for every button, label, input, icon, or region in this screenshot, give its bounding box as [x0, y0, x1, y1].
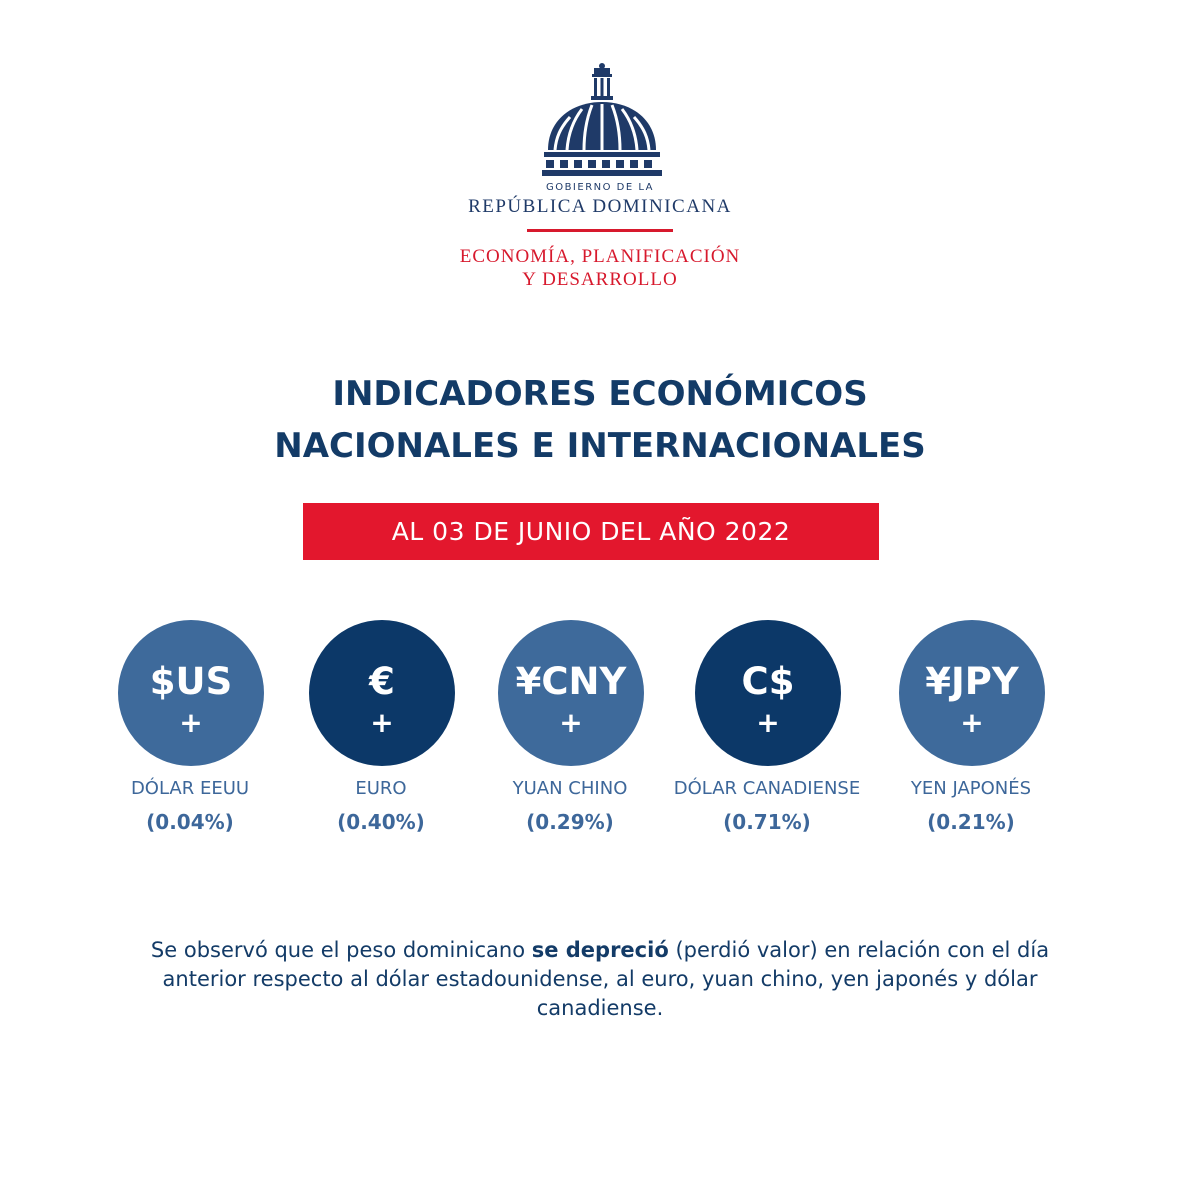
currency-name: DÓLAR CANADIENSE — [673, 778, 861, 799]
plus-icon: + — [179, 706, 203, 739]
currency-badge — [309, 620, 455, 766]
summary-note — [150, 936, 1050, 1023]
government-label: GOBIERNO DE LA — [545, 182, 655, 193]
note-text-after: (perdió valor) en relación con el día anterior respecto al dólar estadounidense, al euro, yuan chino, yen japonés y dólar canadiense. — [162, 938, 1050, 1020]
ministry-line-2: Y DESARROLLO — [522, 269, 678, 290]
currency-badge — [899, 620, 1045, 766]
country-name: REPÚBLICA DOMINICANA — [468, 196, 732, 217]
plus-icon: + — [756, 706, 780, 739]
plus-icon: + — [559, 706, 583, 739]
currency-symbol: ¥CNY — [515, 660, 627, 703]
currency-name: DÓLAR EEUU — [130, 778, 250, 799]
currency-badge — [498, 620, 644, 766]
currency-badge — [118, 620, 264, 766]
currency-change: (0.40%) — [337, 810, 425, 834]
ministry-name — [0, 245, 1200, 291]
title-line-2: NACIONALES E INTERNACIONALES — [274, 426, 926, 466]
page-title — [0, 368, 1200, 472]
currency-cad — [667, 620, 867, 860]
currency-usd — [90, 620, 290, 860]
logo-divider — [527, 229, 673, 232]
currency-jpy — [871, 620, 1071, 860]
currency-name: EURO — [355, 778, 407, 799]
ministry-line-1: ECONOMÍA, PLANIFICACIÓN — [459, 246, 741, 267]
currency-change: (0.71%) — [723, 810, 811, 834]
title-line-1: INDICADORES ECONÓMICOS — [332, 374, 868, 414]
plus-icon: + — [370, 706, 394, 739]
currency-cny — [470, 620, 670, 860]
currency-symbol: ¥JPY — [925, 660, 1019, 703]
currency-symbol: C$ — [741, 660, 795, 703]
plus-icon: + — [960, 706, 984, 739]
capitol-dome-icon — [542, 62, 662, 180]
currency-change: (0.29%) — [526, 810, 614, 834]
currency-badge — [695, 620, 841, 766]
note-emphasis: se depreció — [531, 938, 669, 962]
date-banner: AL 03 DE JUNIO DEL AÑO 2022 — [303, 503, 879, 560]
note-text-before: Se observó que el peso dominicano — [150, 938, 532, 962]
currency-name: YUAN CHINO — [512, 778, 628, 799]
currency-name: YEN JAPONÉS — [910, 778, 1032, 799]
currency-change: (0.21%) — [927, 810, 1015, 834]
currency-eur — [281, 620, 481, 860]
currency-symbol: € — [369, 660, 395, 703]
currency-change: (0.04%) — [146, 810, 234, 834]
currency-symbol: $US — [149, 660, 233, 703]
